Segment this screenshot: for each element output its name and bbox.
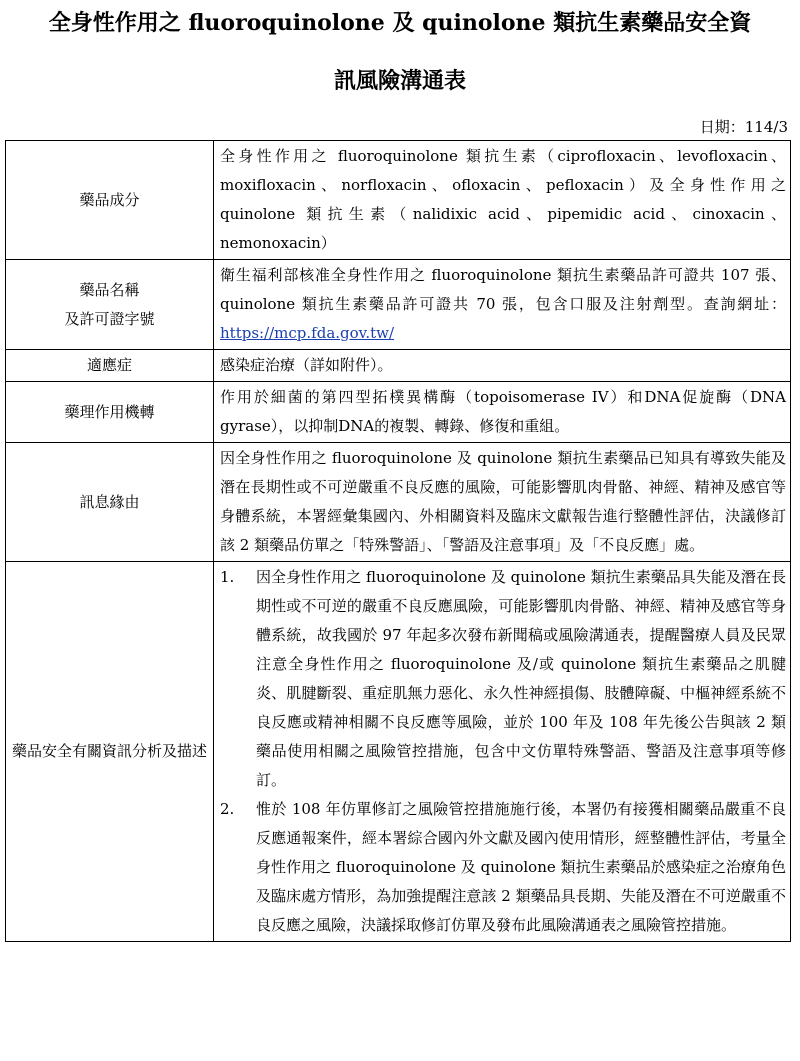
content-indication: 感染症治療（詳如附件）。 bbox=[214, 350, 791, 382]
row-indication bbox=[6, 350, 791, 382]
query-url-link[interactable]: https://mcp.fda.gov.tw/ bbox=[220, 324, 395, 342]
label-safety-analysis: 藥品安全有關資訊分析及描述 bbox=[6, 562, 214, 942]
row-ingredients bbox=[6, 141, 791, 260]
content-mechanism: 作用於細菌的第四型拓樸異構酶（topoisomerase IV）和DNA促旋酶（DNA gyrase），以抑制DNA的複製、轉錄、修復和重組。 bbox=[214, 382, 791, 443]
row-drug-name-license bbox=[6, 260, 791, 350]
row-safety-analysis bbox=[6, 562, 791, 942]
analysis-list bbox=[220, 563, 786, 940]
label-line2: 及許可證字號 bbox=[64, 309, 155, 328]
label-indication: 適應症 bbox=[6, 350, 214, 382]
label-reason: 訊息緣由 bbox=[6, 443, 214, 562]
license-text: 衛生福利部核准全身性作用之 fluoroquinolone 類抗生素藥品許可證共 107 張、quinolone 類抗生素藥品許可證共 70 張，包含口服及注射劑型。查詢網址： bbox=[220, 266, 786, 313]
row-mechanism bbox=[6, 382, 791, 443]
label-mechanism: 藥理作用機轉 bbox=[6, 382, 214, 443]
content-ingredients: 全身性作用之 fluoroquinolone 類抗生素（ciprofloxacin、levofloxacin、moxifloxacin、norfloxacin、ofloxacin、pefloxacin）及全身性作用之 quinolone 類抗生素（nalidixic acid、pipemidic acid、cinoxacin、nemonoxacin） bbox=[214, 141, 791, 260]
list-item bbox=[220, 795, 786, 940]
list-item bbox=[220, 563, 786, 795]
list-item-number: 1. bbox=[220, 568, 235, 586]
info-table bbox=[5, 140, 791, 942]
label-drug-name-license bbox=[6, 260, 214, 350]
document-date: 日期：114/3 bbox=[699, 118, 788, 136]
list-item-number: 2. bbox=[220, 800, 235, 818]
content-reason: 因全身性作用之 fluoroquinolone 及 quinolone 類抗生素藥品已知具有導致失能及潛在長期性或不可逆嚴重不良反應的風險，可能影響肌肉骨骼、神經、精神及感官等身體系統，本署經彙集國內、外相關資料及臨床文獻報告進行整體性評估，決議修訂該 2 類藥品仿單之「特殊警語」、「警語及注意事項」及「不良反應」處。 bbox=[214, 443, 791, 562]
row-reason bbox=[6, 443, 791, 562]
content-safety-analysis bbox=[214, 562, 791, 942]
list-item-text: 惟於 108 年仿單修訂之風險管控措施施行後，本署仍有接獲相關藥品嚴重不良反應通報案件，經本署綜合國內外文獻及國內使用情形，經整體性評估，考量全身性作用之 fluoroquinolone 及 quinolone 類抗生素藥品於感染症之治療角色及臨床處方情形，為加強提醒注意該 2 類藥品具長期、失能及潛在不可逆嚴重不良反應之風險，決議採取修訂仿單及發布此風險溝通表之風險管控措施。 bbox=[256, 800, 786, 934]
label-line1: 藥品名稱 bbox=[79, 280, 140, 299]
list-item-text: 因全身性作用之 fluoroquinolone 及 quinolone 類抗生素藥品具失能及潛在長期性或不可逆的嚴重不良反應風險，可能影響肌肉骨骼、神經、精神及感官等身體系統，故我國於 97 年起多次發布新聞稿或風險溝通表，提醒醫療人員及民眾注意全身性作用之 fluoroquinolone 及/或 quinolone 類抗生素藥品之肌腱炎、肌腱斷裂、重症肌無力惡化、永久性神經損傷、肢體障礙、中樞神經系統不良反應或精神相關不良反應等風險，並於 100 年及 108 年先後公告與該 2 類藥品使用相關之風險管控措施，包含中文仿單特殊警語、警語及注意事項等修訂。 bbox=[256, 568, 786, 789]
document-title-line2: 訊風險溝通表 bbox=[333, 68, 466, 94]
label-ingredients: 藥品成分 bbox=[6, 141, 214, 260]
document-title-line1: 全身性作用之 fluoroquinolone 及 quinolone 類抗生素藥品安全資 bbox=[48, 10, 752, 36]
content-drug-name-license bbox=[214, 260, 791, 350]
